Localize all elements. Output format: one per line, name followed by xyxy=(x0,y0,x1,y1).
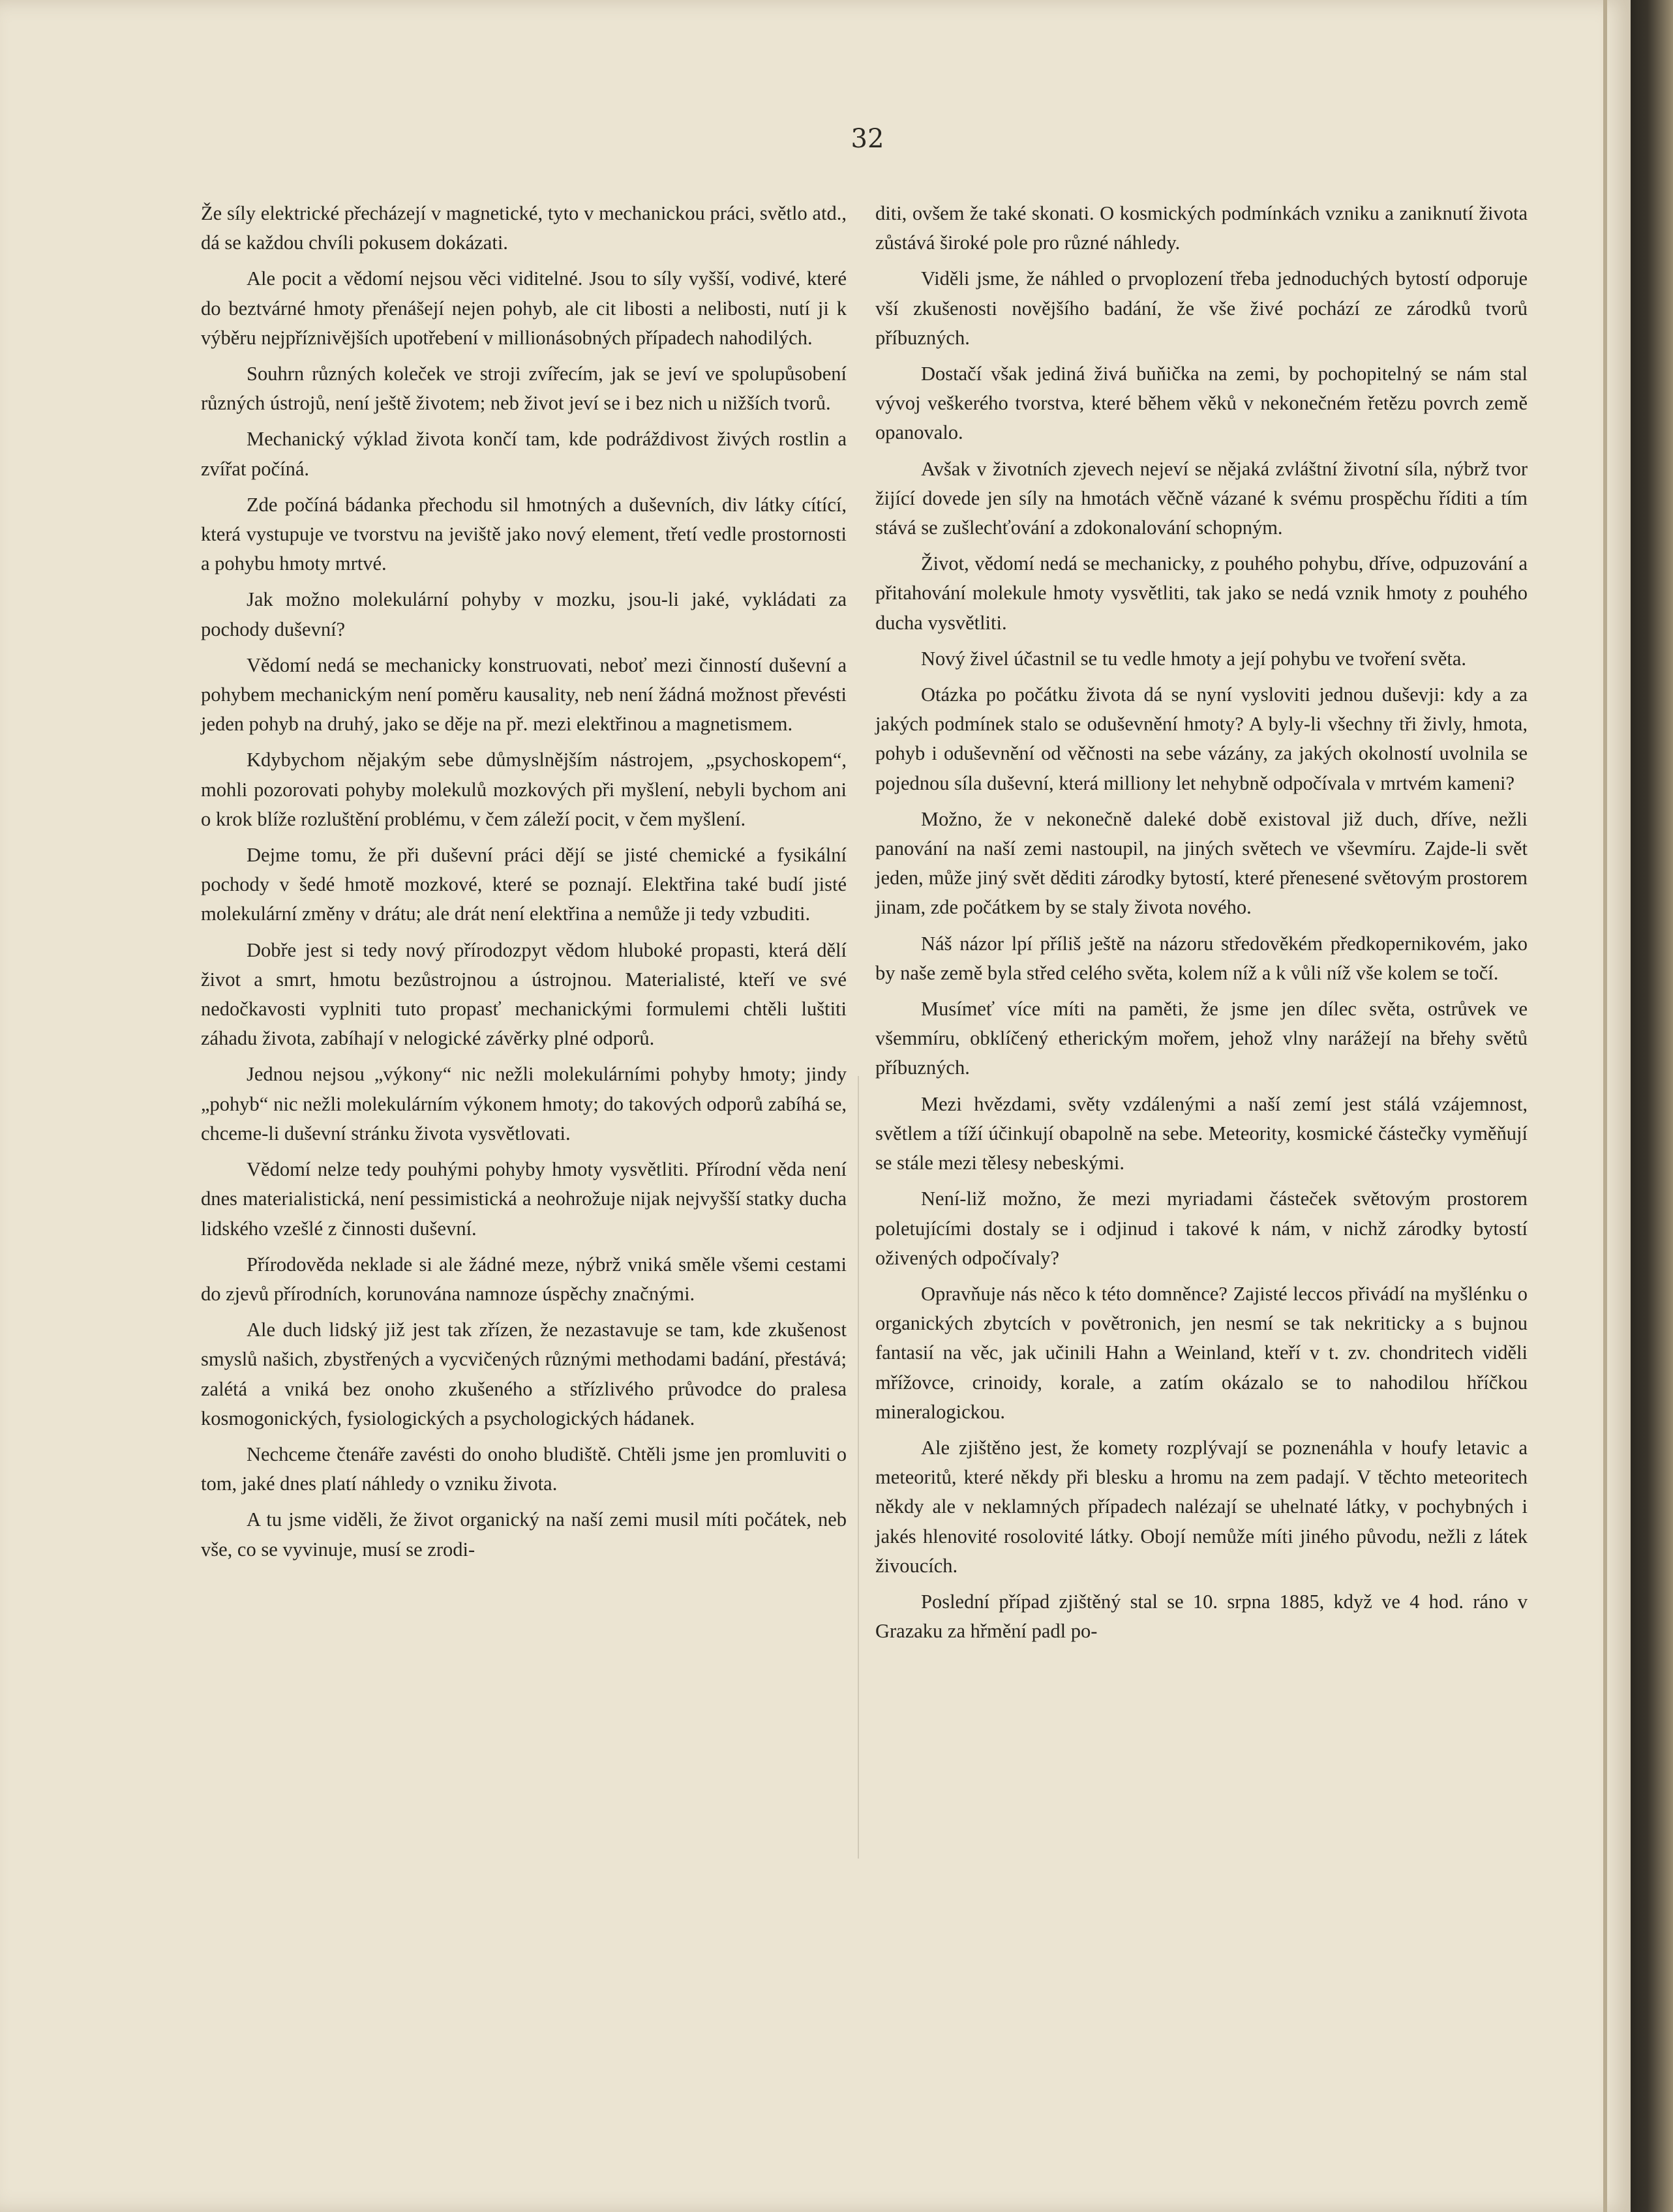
paragraph: Ale zjištěno jest, že komety rozplývají se poznenáhla v houfy letavic a meteoritů, které někdy při blesku a hromu na zem padají. V těchto meteoritech někdy ale v neklamných případech nalézají se uhelnaté látky, v pochybných i jakés hlenovité rosolovité látky. Obojí nemůže míti jiného původu, nežli z látek živoucích. xyxy=(875,1436,1528,1577)
paragraph: Mezi hvězdami, světy vzdálenými a naší zemí jest stálá vzájemnost, světlem a tíží účinkují obapolně na sebe. Meteority, kosmické částečky vyměňují se stále mezi tělesy nebeskými. xyxy=(875,1092,1528,1174)
paragraph: Opravňuje nás něco k této domněnce? Zajisté leccos přivádí na myšlénku o organických zbytcích v povětronich, jen nesmí se tak nekriticky a s bujnou fantasií na věc, jak učinili Hahn a Weinland, kteří v t. zv. chondritech viděli mřížovce, crinoidy, korale, a zatím okázalo se to nahodilou hříčkou mineralogickou. xyxy=(875,1282,1528,1423)
paragraph: Dostačí však jediná živá buňička na zemi, by pochopitelný se nám stal vývoj veškerého tvorstva, které během věků v nekonečném řetězu povrch země opanovalo. xyxy=(875,363,1528,444)
paragraph: Vědomí nelze tedy pouhými pohyby hmoty vysvětliti. Přírodní věda není dnes materialistická, není pessimistická a neohrožuje nijak nejvyšší statky ducha lidského vzešlé z činnosti duševní. xyxy=(201,1158,847,1240)
paragraph: Poslední případ zjištěný stal se 10. srpna 1885, když ve 4 hod. ráno v Grazaku za hřmění padl po- xyxy=(875,1590,1528,1643)
paragraph: Dobře jest si tedy nový přírodozpyt vědom hluboké propasti, která dělí život a smrt, hmotu bezůstrojnou a ústrojnou. Materialisté, kteří ve své nedočkavosti vyplniti tuto propasť mechanickými formulemi chtěli luštiti záhadu života, zabíhají v nelogické závěrky plné odporů. xyxy=(201,938,847,1050)
paragraph: Vědomí nedá se mechanicky konstruovati, neboť mezi činností duševní a pohybem mechanickým není poměru kausality, neb není žádná možnost převésti jeden pohyb na druhý, jako se děje na př. mezi elektřinou a magnetismem. xyxy=(201,653,847,736)
paragraph: Musímeť více míti na paměti, že jsme jen dílec světa, ostrůvek ve všemmíru, obklíčený etherickým mořem, jehož vlny narážejí na břehy světů příbuzných. xyxy=(875,998,1528,1079)
page-fold-line xyxy=(1603,0,1607,2212)
paragraph: Dejme tomu, že při duševní práci dějí se jisté chemické a fysikální pochody v šedé hmotě mozkové, které se poznají. Elektřina také budí jisté molekulární změny v drátu; ale drát není elektřina a nemůže ji tedy vzbuditi. xyxy=(201,844,847,925)
paragraph: Otázka po počátku života dá se nyní vysloviti jednou duševji: kdy a za jakých podmínek stalo se oduševnění hmoty? A byly-li všechny tři živly, hmota, pohyb i oduševnění od věčnosti na sebe vázány, za jakých okolností uvolnila se pojednou síla duševní, která milliony let nehybně odpočívala v mrtvém kameni? xyxy=(875,683,1528,794)
column-gutter-mark xyxy=(858,1076,859,1859)
book-spine-edge xyxy=(1631,0,1673,2212)
paragraph: A tu jsme viděli, že život organický na naší zemi musil míti počátek, neb vše, co se vyvinuje, musí se zrodi- xyxy=(201,1508,847,1561)
right-text-column xyxy=(875,199,1528,1652)
paragraph: Život, vědomí nedá se mechanicky, z pouhého pohybu, dříve, odpuzování a přitahování molekule hmoty vysvětliti, tak jako se nedá vznik hmoty z pouhého ducha vysvětliti. xyxy=(875,552,1528,634)
paragraph: diti, ovšem že také skonati. O kosmických podmínkách vzniku a zaniknutí života zůstává široké pole pro různé náhledy. xyxy=(875,202,1528,254)
paragraph: Nový živel účastnil se tu vedle hmoty a její pohybu ve tvoření světa. xyxy=(921,647,1467,670)
paragraph: Že síly elektrické přecházejí v magnetické, tyto v mechanickou práci, světlo atd., dá se každou chvíli pokusem dokázati. xyxy=(201,202,847,254)
paragraph: Jak možno molekulární pohyby v mozku, jsou-li jaké, vykládati za pochody duševní? xyxy=(201,588,847,640)
paragraph: Ale pocit a vědomí nejsou věci viditelné. Jsou to síly vyšší, vodivé, které do beztvárné hmoty přenášejí nejen pohyb, ale cit libosti a nelibosti, nutí ji k výběru nejpříznivějších upotřebení v millionásobných případech nahodilých. xyxy=(201,267,847,349)
paragraph: Není-liž možno, že mezi myriadami částeček světovým prostorem poletujícími dostaly se i odjinud i takové k nám, v nichž zárodky bytostí oživených odpočívaly? xyxy=(875,1188,1528,1269)
paragraph: Nechceme čtenáře zavésti do onoho bludiště. Chtěli jsme jen promluviti o tom, jaké dnes platí náhledy o vzniku života. xyxy=(201,1442,847,1495)
paragraph: Souhrn různých koleček ve stroji zvířecím, jak se jeví ve spolupůsobení různých ústrojů, není ještě životem; neb život jeví se i bez nich u nižších tvorů. xyxy=(201,363,847,415)
paragraph: Mechanický výklad života končí tam, kde podráždivost živých rostlin a zvířat počíná. xyxy=(201,428,847,480)
paragraph: Jednou nejsou „výkony“ nic nežli molekulárními pohyby hmoty; jindy „pohyb“ nic nežli molekulárním výkonem hmoty; do takových odporů zabíhá se, chceme-li duševní stránku života vysvětlovati. xyxy=(201,1063,847,1144)
page-number: 32 xyxy=(851,124,884,154)
left-text-column xyxy=(201,199,847,1571)
paragraph: Viděli jsme, že náhled o prvoplození třeba jednoduchých bytostí odporuje vší zkušenosti novějšího badání, že vše živé pochází ze zárodků tvorů příbuzných. xyxy=(875,267,1528,349)
paragraph: Ale duch lidský již jest tak zřízen, že nezastavuje se tam, kde zkušenost smyslů našich, zbystřených a vycvičených různými methodami badání, přestává; zalétá a vniká bez onoho zkušeného a střízlivého průvodce do pralesa kosmogonických, fysiologických a psychologických hádanek. xyxy=(201,1319,847,1429)
paragraph: Kdybychom nějakým sebe důmyslnějším nástrojem, „psychoskopem“, mohli pozorovati pohyby molekulů mozkových při myšlení, nebyli bychom ani o krok blíže rozluštění problému, v čem záleží pocit, v čem myšlení. xyxy=(201,749,847,830)
paragraph: Zde počíná bádanka přechodu sil hmotných a duševních, div látky cítící, která vystupuje ve tvorstvu na jeviště jako nový element, třetí vedle prostornosti a pohybu hmoty mrtvé. xyxy=(201,493,847,575)
paragraph: Avšak v životních zjevech nejeví se nějaká zvláštní životní síla, nýbrž tvor žijící dovede jen síly na hmotách věčně vázané k svému prospěchu říditi a tím stává se zušlechťování a zdokonalování schopným. xyxy=(875,457,1528,539)
paragraph: Náš názor lpí příliš ještě na názoru středověkém předkopernikovém, jako by naše země byla střed celého světa, kolem níž a k vůli níž vše kolem se točí. xyxy=(875,932,1528,984)
paragraph: Možno, že v nekonečně daleké době existoval již duch, dříve, nežli panování na naší zemi nastoupil, na jiných světech ve vševmíru. Zajde-li svět jeden, může jiný svět děditi zárodky bytostí, které přenesené světovým prostorem jinam, zde počátkem by se staly života nového. xyxy=(875,807,1528,919)
paragraph: Přírodověda neklade si ale žádné meze, nýbrž vniká směle všemi cestami do zjevů přírodních, korunována namnoze úspěchy značnými. xyxy=(201,1253,847,1305)
